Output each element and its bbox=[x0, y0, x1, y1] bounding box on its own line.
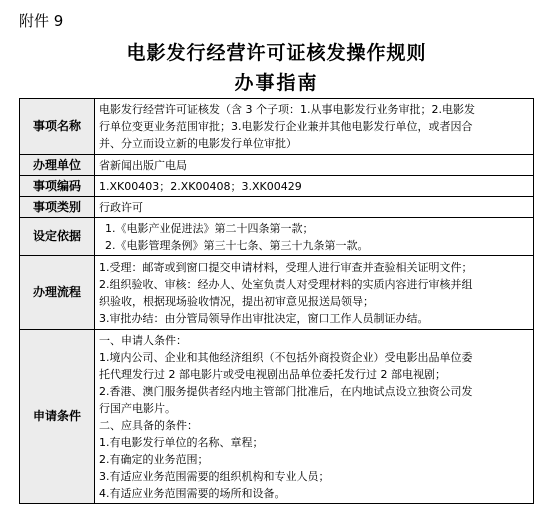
row-conditions bbox=[20, 330, 534, 504]
guide-table bbox=[19, 98, 534, 504]
row-process bbox=[20, 256, 534, 330]
row-handling-unit bbox=[20, 155, 534, 176]
page-subtitle: 办事指南 bbox=[234, 72, 319, 94]
value-line: 4.有适应业务范围需要的场所和设备。 bbox=[99, 486, 286, 500]
value-line: 托代理发行过 2 部电影片或受电视剧出品单位委托发行过 2 部电视剧； bbox=[99, 367, 446, 381]
value-line: 3.审批办结：由分管局领导作出审批决定，窗口工作人员制证办结。 bbox=[99, 311, 429, 325]
value-line: 1.《电影产业促进法》第二十四条第一款； bbox=[105, 221, 314, 235]
row-label: 申请条件 bbox=[20, 330, 95, 504]
value-line: 2.有确定的业务范围； bbox=[99, 452, 209, 466]
row-value bbox=[95, 218, 534, 256]
row-value bbox=[95, 176, 534, 197]
row-value bbox=[95, 197, 534, 218]
row-label: 办理流程 bbox=[20, 256, 95, 330]
value-line: 1.受理：邮寄或到窗口提交申请材料，受理人进行审查并查验相关证明文件； bbox=[99, 260, 473, 274]
page-title: 电影发行经营许可证核发操作规则 bbox=[126, 42, 427, 64]
row-item-category bbox=[20, 197, 534, 218]
value-line: 省新闻出版广电局 bbox=[99, 158, 187, 172]
row-value bbox=[95, 330, 534, 504]
value-line: 3.有适应业务范围需要的组织机构和专业人员； bbox=[99, 469, 330, 483]
row-item-code bbox=[20, 176, 534, 197]
attachment-label: 附件 9 bbox=[19, 12, 64, 30]
value-line: 1.有电影发行单位的名称、章程； bbox=[99, 435, 264, 449]
row-label: 设定依据 bbox=[20, 218, 95, 256]
row-label: 事项类别 bbox=[20, 197, 95, 218]
value-line: 织验收，根据现场验收情况，提出初审意见报送局领导； bbox=[99, 294, 374, 308]
row-value bbox=[95, 99, 534, 155]
value-line: 2.组织验收、审核：经办人、处室负责人对受理材料的实质内容进行审核并组 bbox=[99, 277, 473, 291]
row-label: 办理单位 bbox=[20, 155, 95, 176]
row-item-name bbox=[20, 99, 534, 155]
value-line: 2.《电影管理条例》第三十七条、第三十九条第一款。 bbox=[105, 238, 369, 252]
value-line: 1.境内公司、企业和其他经济组织（不包括外商投资企业）受电影出品单位委 bbox=[99, 350, 473, 364]
row-label: 事项编码 bbox=[20, 176, 95, 197]
row-legal-basis bbox=[20, 218, 534, 256]
value-line: 行政许可 bbox=[99, 200, 143, 214]
value-line: 行国产电影片。 bbox=[99, 401, 176, 415]
value-line: 二、应具备的条件： bbox=[99, 418, 198, 432]
value-line: 1.XK00403；2.XK00408；3.XK00429 bbox=[99, 179, 302, 193]
row-label: 事项名称 bbox=[20, 99, 95, 155]
row-value bbox=[95, 155, 534, 176]
row-value bbox=[95, 256, 534, 330]
value-line: 并、分立而设立新的电影发行单位审批） bbox=[99, 137, 297, 150]
value-line: 2.香港、澳门服务提供者经内地主管部门批准后，在内地试点设立独资公司发 bbox=[99, 384, 473, 398]
value-line: 一、申请人条件： bbox=[99, 333, 187, 347]
value-line: 行单位变更业务范围审批；3.电影发行企业兼并其他电影发行单位，或者因合 bbox=[99, 120, 473, 133]
value-line: 电影发行经营许可证核发（含 3 个子项：1.从事电影发行业务审批；2.电影发 bbox=[99, 103, 475, 116]
